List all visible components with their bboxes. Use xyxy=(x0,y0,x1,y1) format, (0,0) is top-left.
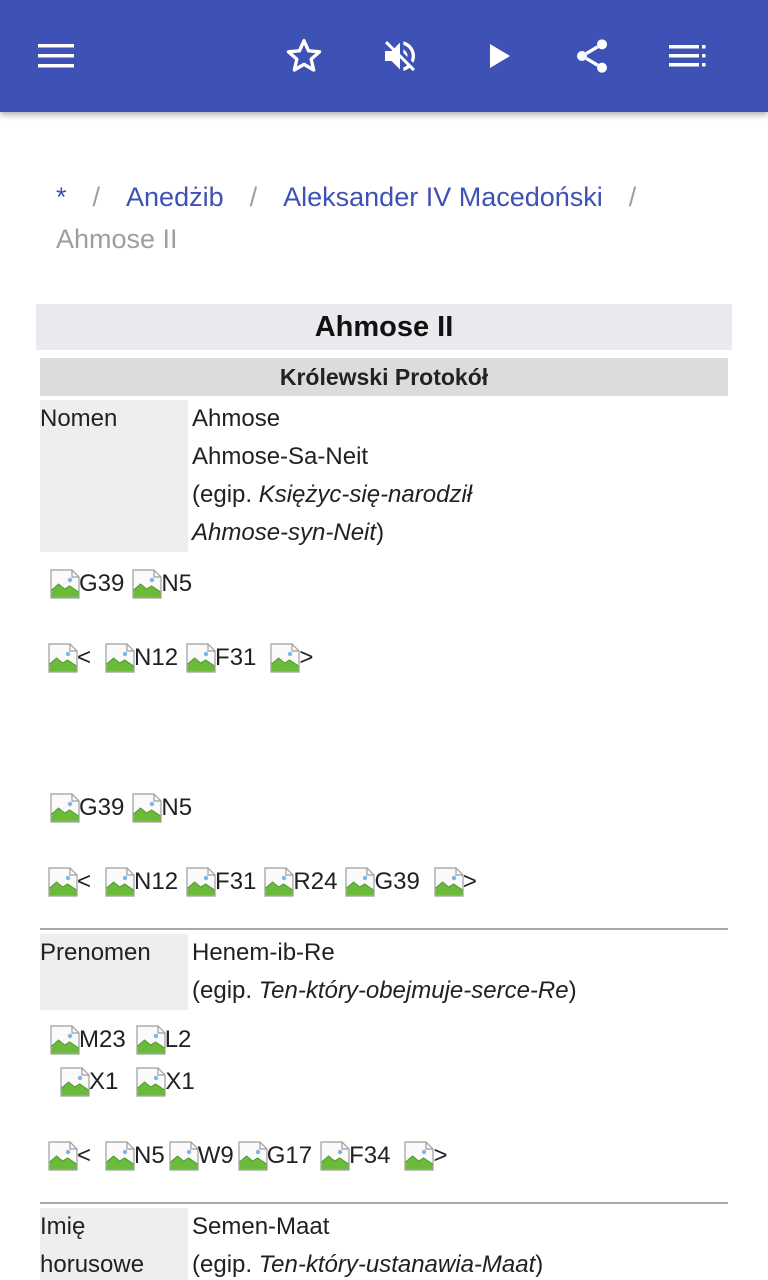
hieroglyph-alt-text: F31 xyxy=(215,867,257,895)
nomen-translation: Księżyc-się-narodził xyxy=(258,481,473,508)
hieroglyph-image xyxy=(50,1024,126,1055)
horus-prefix: (egip. xyxy=(192,1251,259,1278)
broken-image-icon xyxy=(434,867,464,897)
hieroglyph-image xyxy=(48,1140,91,1171)
broken-image-icon xyxy=(186,643,216,673)
horus-name-label xyxy=(40,1208,188,1280)
hieroglyph-alt-text: L2 xyxy=(164,1025,192,1053)
broken-image-icon xyxy=(50,569,80,599)
broken-image-icon xyxy=(169,1141,199,1171)
hieroglyph-alt-text: N5 xyxy=(134,1141,165,1169)
infobox xyxy=(36,304,732,1280)
horus-name-value xyxy=(192,1208,728,1280)
horus-line xyxy=(192,1246,728,1280)
hieroglyph-image xyxy=(105,1140,165,1171)
star-outline-icon[interactable] xyxy=(276,28,332,84)
hieroglyph-image xyxy=(320,1140,390,1171)
broken-image-icon xyxy=(136,1025,166,1055)
horus-line: Semen-Maat xyxy=(192,1213,330,1240)
hieroglyph-alt-text: N5 xyxy=(161,793,193,821)
hieroglyph-row xyxy=(48,1140,732,1170)
nomen-line: Ahmose xyxy=(192,405,281,432)
article-content xyxy=(0,112,768,1280)
breadcrumb-link-anedzib[interactable]: Anedżib xyxy=(126,182,224,212)
broken-image-icon xyxy=(48,643,78,673)
broken-image-icon xyxy=(48,1141,78,1171)
hieroglyph-image xyxy=(132,568,192,599)
prenomen-label: Prenomen xyxy=(40,934,188,1010)
nomen-line: Ahmose-Sa-Neit xyxy=(192,443,369,470)
horus-suffix: ) xyxy=(535,1251,544,1278)
breadcrumb-link-aleksander[interactable]: Aleksander IV Macedoński xyxy=(283,182,603,212)
hieroglyph-image xyxy=(132,792,192,823)
broken-image-icon xyxy=(50,1025,80,1055)
hieroglyph-image xyxy=(105,866,178,897)
nomen-suffix: ) xyxy=(376,519,385,546)
nomen-row xyxy=(40,400,728,552)
hieroglyph-image xyxy=(48,642,91,673)
hieroglyph-image xyxy=(186,642,256,673)
hieroglyph-alt-text: N12 xyxy=(134,867,179,895)
hieroglyph-alt-text: < xyxy=(77,1141,92,1169)
nomen-translation: Ahmose-syn-Neit xyxy=(192,519,377,546)
playlist-icon[interactable] xyxy=(660,28,716,84)
app-bar xyxy=(0,0,768,112)
hieroglyph-image xyxy=(404,1140,447,1171)
hieroglyph-alt-text: < xyxy=(77,867,92,895)
hieroglyph-alt-text: R24 xyxy=(293,867,338,895)
hieroglyph-alt-text: F34 xyxy=(349,1141,391,1169)
prenomen-row xyxy=(40,934,728,1010)
hieroglyph-image xyxy=(186,866,256,897)
infobox-title: Ahmose II xyxy=(36,304,732,350)
hieroglyph-alt-text: X1 xyxy=(165,1067,195,1095)
broken-image-icon xyxy=(132,569,162,599)
prenomen-prefix: (egip. xyxy=(192,977,259,1004)
play-icon[interactable] xyxy=(470,28,526,84)
hieroglyph-image xyxy=(270,642,313,673)
hieroglyph-row xyxy=(48,866,732,896)
hieroglyph-image xyxy=(238,1140,312,1171)
hieroglyph-alt-text: > xyxy=(299,643,314,671)
volume-off-icon[interactable] xyxy=(372,28,428,84)
hieroglyph-alt-text: > xyxy=(462,867,477,895)
hieroglyph-alt-text: G17 xyxy=(266,1141,313,1169)
broken-image-icon xyxy=(264,867,294,897)
hieroglyph-alt-text: X1 xyxy=(89,1067,119,1095)
hieroglyph-row xyxy=(50,568,732,598)
broken-image-icon xyxy=(136,1067,166,1097)
hieroglyph-alt-text: W9 xyxy=(197,1141,234,1169)
nomen-value xyxy=(192,400,728,552)
nomen-label: Nomen xyxy=(40,400,188,552)
hieroglyph-alt-text: G39 xyxy=(79,569,125,597)
hieroglyph-alt-text: M23 xyxy=(79,1025,126,1053)
share-icon[interactable] xyxy=(564,28,620,84)
row-divider xyxy=(40,1202,728,1204)
broken-image-icon xyxy=(270,643,300,673)
nomen-line xyxy=(192,514,728,552)
breadcrumb-separator: / xyxy=(628,182,637,212)
broken-image-icon xyxy=(60,1067,90,1097)
breadcrumb-separator: / xyxy=(249,182,258,212)
horus-translation: Ten-który-ustanawia-Maat xyxy=(258,1251,536,1278)
horus-label-line: horusowe xyxy=(40,1251,145,1278)
prenomen-suffix: ) xyxy=(568,977,577,1004)
hieroglyph-alt-text: > xyxy=(433,1141,448,1169)
hieroglyph-row xyxy=(50,792,732,822)
nomen-line xyxy=(192,476,728,514)
hieroglyph-alt-text: < xyxy=(77,643,92,671)
hieroglyph-row xyxy=(60,1066,732,1096)
hieroglyph-alt-text: G39 xyxy=(79,793,125,821)
broken-image-icon xyxy=(50,793,80,823)
broken-image-icon xyxy=(345,867,375,897)
hieroglyph-image xyxy=(345,866,419,897)
hieroglyph-image xyxy=(60,1066,118,1097)
hieroglyph-alt-text: N5 xyxy=(161,569,193,597)
hieroglyph-image xyxy=(50,568,124,599)
hieroglyph-image xyxy=(264,866,337,897)
hieroglyph-alt-text: F31 xyxy=(215,643,257,671)
broken-image-icon xyxy=(48,867,78,897)
broken-image-icon xyxy=(320,1141,350,1171)
broken-image-icon xyxy=(404,1141,434,1171)
hieroglyph-alt-text: N12 xyxy=(134,643,179,671)
broken-image-icon xyxy=(105,867,135,897)
broken-image-icon xyxy=(105,643,135,673)
broken-image-icon xyxy=(186,867,216,897)
horus-label-line: Imię xyxy=(40,1213,86,1240)
prenomen-value xyxy=(192,934,728,1010)
hamburger-menu-icon[interactable] xyxy=(28,28,84,84)
hieroglyph-image xyxy=(136,1066,194,1097)
breadcrumb-link-root[interactable]: * xyxy=(56,182,67,212)
broken-image-icon xyxy=(132,793,162,823)
horus-name-row xyxy=(40,1208,728,1280)
hieroglyph-image xyxy=(48,866,91,897)
breadcrumb-current: Ahmose II xyxy=(56,224,178,254)
broken-image-icon xyxy=(238,1141,268,1171)
prenomen-line: Henem-ib-Re xyxy=(192,939,335,966)
section-header: Królewski Protokół xyxy=(40,358,728,396)
breadcrumb xyxy=(56,176,716,260)
broken-image-icon xyxy=(105,1141,135,1171)
hieroglyph-image xyxy=(169,1140,234,1171)
prenomen-translation: Ten-który-obejmuje-serce-Re xyxy=(258,977,569,1004)
prenomen-line xyxy=(192,972,728,1010)
breadcrumb-separator: / xyxy=(92,182,101,212)
hieroglyph-alt-text: G39 xyxy=(374,867,420,895)
hieroglyph-row xyxy=(48,642,732,672)
hieroglyph-image xyxy=(136,1024,192,1055)
nomen-prefix: (egip. xyxy=(192,481,259,508)
hieroglyph-row xyxy=(50,1024,732,1054)
row-divider xyxy=(40,928,728,930)
hieroglyph-image xyxy=(105,642,178,673)
hieroglyph-image xyxy=(50,792,124,823)
hieroglyph-image xyxy=(434,866,477,897)
